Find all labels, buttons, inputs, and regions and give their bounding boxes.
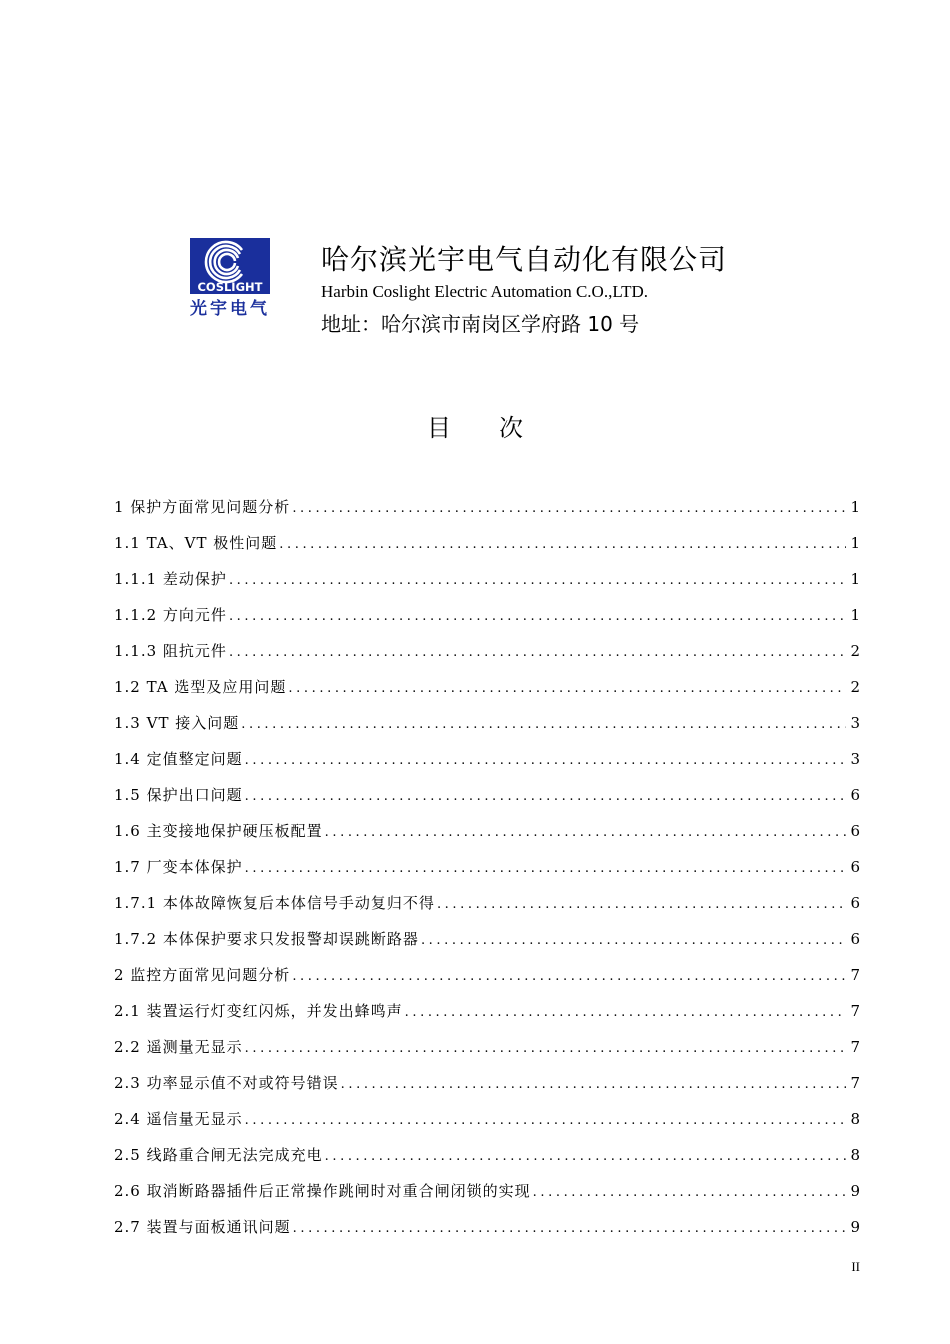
- toc-entry[interactable]: [114, 924, 860, 960]
- toc-entry-page: 2: [850, 678, 860, 696]
- toc-entry-text: 1.7.1 本体故障恢复后本体信号手动复归不得: [114, 894, 435, 912]
- toc-entry-text: 2.4 遥信量无显示: [114, 1110, 243, 1128]
- toc-entry-page: 7: [850, 1074, 860, 1092]
- toc-entry-text: 2.1 装置运行灯变红闪烁，并发出蜂鸣声: [114, 1002, 403, 1020]
- toc-leader-dots: [325, 818, 847, 848]
- toc-leader-dots: [245, 746, 847, 776]
- toc-leader-dots: [245, 1106, 847, 1136]
- toc-entry[interactable]: [114, 1140, 860, 1176]
- toc-entry[interactable]: [114, 636, 860, 672]
- toc-entry[interactable]: [114, 564, 860, 600]
- toc-entry-text: 1.7.2 本体保护要求只发报警却误跳断路器: [114, 930, 419, 948]
- toc-entry-page: 6: [850, 858, 860, 876]
- page-number: II: [851, 1259, 860, 1274]
- toc-entry-page: 8: [850, 1110, 860, 1128]
- table-of-contents: [114, 492, 860, 1248]
- toc-entry-text: 1.5 保护出口问题: [114, 786, 243, 804]
- toc-entry-page: 3: [850, 750, 860, 768]
- toc-entry[interactable]: [114, 708, 860, 744]
- toc-entry-page: 1: [850, 534, 860, 552]
- toc-entry-text: 1.1.3 阻抗元件: [114, 642, 227, 660]
- toc-entry-text: 2 监控方面常见问题分析: [114, 966, 291, 984]
- toc-leader-dots: [229, 602, 847, 632]
- toc-entry[interactable]: [114, 816, 860, 852]
- toc-leader-dots: [341, 1070, 847, 1100]
- toc-entry[interactable]: [114, 1176, 860, 1212]
- toc-entry-text: 1.1 TA、VT 极性问题: [114, 534, 278, 552]
- toc-leader-dots: [229, 638, 847, 668]
- toc-entry-page: 7: [850, 1038, 860, 1056]
- toc-entry-page: 3: [850, 714, 860, 732]
- toc-leader-dots: [405, 998, 847, 1028]
- toc-entry-text: 2.3 功率显示值不对或符号错误: [114, 1074, 339, 1092]
- company-logo: [174, 238, 286, 320]
- logo-text: COSLIGHT: [197, 280, 263, 294]
- toc-entry[interactable]: [114, 780, 860, 816]
- toc-entry[interactable]: [114, 492, 860, 528]
- toc-leader-dots: [293, 1214, 847, 1244]
- toc-leader-dots: [325, 1142, 847, 1172]
- toc-entry[interactable]: [114, 1104, 860, 1140]
- toc-leader-dots: [241, 710, 846, 740]
- toc-entry-page: 6: [850, 822, 860, 840]
- toc-entry-text: 1.1.1 差动保护: [114, 570, 227, 588]
- toc-entry-page: 9: [850, 1218, 860, 1236]
- toc-entry[interactable]: [114, 528, 860, 564]
- toc-entry-page: 6: [850, 786, 860, 804]
- toc-entry-text: 1 保护方面常见问题分析: [114, 498, 291, 516]
- toc-leader-dots: [421, 926, 847, 956]
- toc-entry-text: 1.4 定值整定问题: [114, 750, 243, 768]
- toc-entry[interactable]: [114, 852, 860, 888]
- toc-entry[interactable]: [114, 888, 860, 924]
- toc-entry[interactable]: [114, 1032, 860, 1068]
- toc-entry[interactable]: [114, 672, 860, 708]
- toc-entry-text: 1.3 VT 接入问题: [114, 714, 240, 732]
- company-name-chinese: 哈尔滨光宇电气自动化有限公司: [321, 243, 728, 276]
- toc-entry[interactable]: [114, 1212, 860, 1248]
- toc-leader-dots: [288, 674, 846, 704]
- toc-entry-text: 2.5 线路重合闸无法完成充电: [114, 1146, 323, 1164]
- toc-entry-page: 7: [850, 966, 860, 984]
- toc-entry[interactable]: [114, 1068, 860, 1104]
- toc-entry-page: 7: [850, 1002, 860, 1020]
- toc-entry-page: 1: [850, 498, 860, 516]
- company-name-english: Harbin Coslight Electric Automation C.O.,LTD.: [321, 282, 649, 301]
- toc-entry-text: 2.6 取消断路器插件后正常操作跳闸时对重合闸闭锁的实现: [114, 1182, 531, 1200]
- logo-chinese-text: 光宇电气: [190, 299, 270, 319]
- toc-leader-dots: [292, 494, 846, 524]
- toc-leader-dots: [245, 1034, 847, 1064]
- toc-entry-page: 1: [850, 570, 860, 588]
- toc-entry-text: 2.2 遥测量无显示: [114, 1038, 243, 1056]
- toc-leader-dots: [229, 566, 847, 596]
- toc-leader-dots: [533, 1178, 847, 1208]
- toc-entry-page: 1: [850, 606, 860, 624]
- toc-entry-page: 6: [850, 930, 860, 948]
- toc-leader-dots: [245, 782, 847, 812]
- toc-leader-dots: [292, 962, 846, 992]
- toc-entry[interactable]: [114, 996, 860, 1032]
- company-address: 地址：哈尔滨市南岗区学府路 10 号: [321, 312, 640, 336]
- toc-entry-text: 1.2 TA 选型及应用问题: [114, 678, 287, 696]
- toc-entry-page: 2: [850, 642, 860, 660]
- toc-entry-text: 1.7 厂变本体保护: [114, 858, 243, 876]
- toc-entry-text: 2.7 装置与面板通讯问题: [114, 1218, 291, 1236]
- toc-leader-dots: [279, 530, 846, 560]
- toc-entry-page: 9: [850, 1182, 860, 1200]
- toc-leader-dots: [245, 854, 847, 884]
- toc-entry-text: 1.6 主变接地保护硬压板配置: [114, 822, 323, 840]
- toc-title: 目次: [427, 414, 571, 442]
- toc-entry[interactable]: [114, 600, 860, 636]
- toc-entry-page: 8: [850, 1146, 860, 1164]
- toc-entry[interactable]: [114, 960, 860, 996]
- toc-entry-text: 1.1.2 方向元件: [114, 606, 227, 624]
- toc-entry[interactable]: [114, 744, 860, 780]
- toc-entry-page: 6: [850, 894, 860, 912]
- toc-leader-dots: [437, 890, 847, 920]
- coslight-logo-icon: [174, 238, 286, 294]
